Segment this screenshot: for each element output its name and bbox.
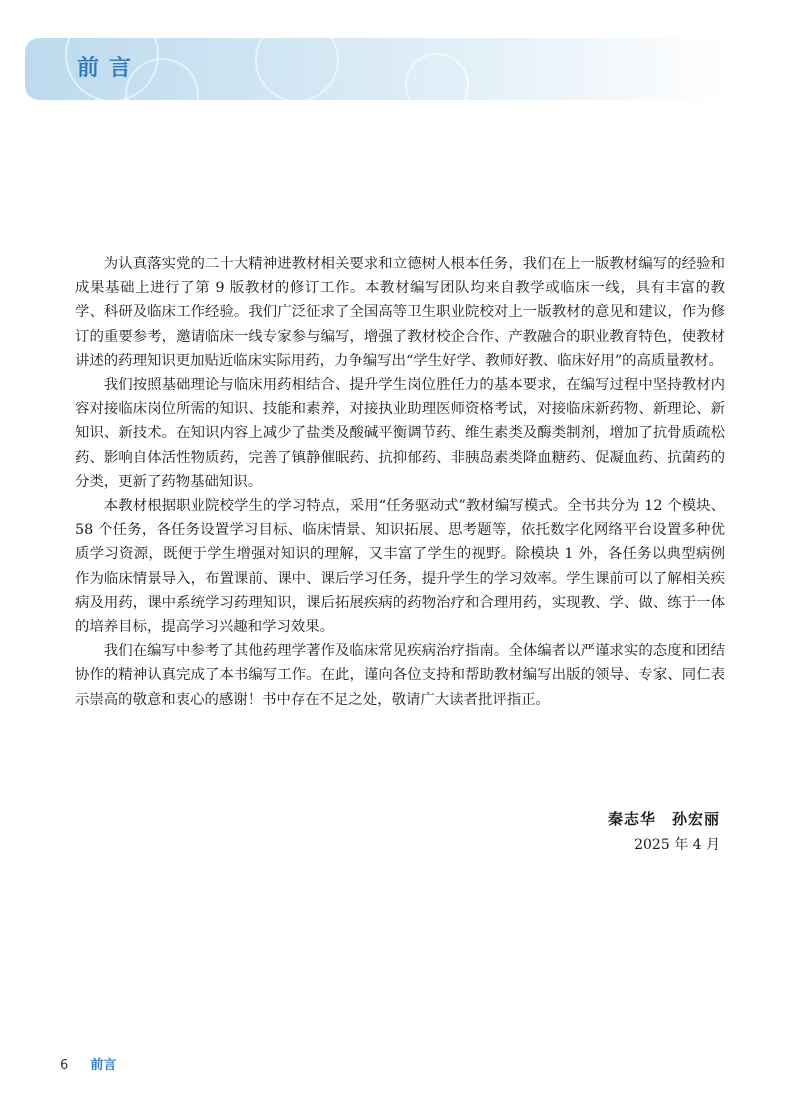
banner-swirl-decoration [255,38,339,100]
publication-date: 2025 年 4 月 [634,837,720,853]
paragraph: 我们在编写中参考了其他药理学著作及临床常见疾病治疗指南。全体编者以严谨求实的态度和团结协作的精神认真完成了本书编写工作。在此，谨向各位支持和帮助教材编写出版的领导、专家、同仁表示崇高的敬意和衷心的感谢！书中存在不足之处，敬请广大读者批评指正。 [75,643,725,708]
footer-section-title: 前言 [90,1058,117,1073]
paragraph: 本教材根据职业院校学生的学习特点，采用“任务驱动式”教材编写模式。全书共分为 12 个模块、58 个任务，各任务设置学习目标、临床情景、知识拓展、思考题等，依托数字化网络平台设置多种优质学习资源，既便于学生增强对知识的理解，又丰富了学生的视野。除模块 1 外，各任务以典型病例作为临床情景导入，布置课前、课中、课后学习任务，提升学生的学习效率。学生课前可以了解相关疾病及用药，课中系统学习药理知识，课后拓展疾病的药物治疗和合理用药，实现教、学、做、练于一体的培养目标，提高学习兴趣和学习效果。 [75,498,725,636]
page-number: 6 [60,1058,69,1073]
author-signature: 秦志华 孙宏丽 [607,810,720,828]
paragraph: 我们按照基础理论与临床用药相结合、提升学生岗位胜任力的基本要求，在编写过程中坚持教材内容对接临床岗位所需的知识、技能和素养，对接执业助理医师资格考试，对接临床新药物、新理论、新知识、新技术。在知识内容上减少了盐类及酸碱平衡调节药、维生素类及酶类制剂，增加了抗骨质疏松药、影响自体活性物质药，完善了镇静催眠药、抗抑郁药、非胰岛素类降血糖药、促凝血药、抗菌药的分类，更新了药物基础知识。 [75,377,725,490]
page-title: 前言 [77,56,142,81]
page-footer [60,1054,116,1073]
header-banner [25,38,725,100]
paragraph: 为认真落实党的二十大精神进教材相关要求和立德树人根本任务，我们在上一版教材编写的经验和成果基础上进行了第 9 版教材的修订工作。本教材编写团队均来自教学或临床一线，具有丰富的教学、科研及临床工作经验。我们广泛征求了全国高等卫生职业院校对上一版教材的意见和建议，作为修订的重要参考，邀请临床一线专家参与编写，增强了教材校企合作、产教融合的职业教育特色，使教材讲述的药理知识更加贴近临床实际用药，力争编写出“学生好学、教师好教、临床好用”的高质量教材。 [75,256,725,369]
banner-swirl-decoration [405,53,469,100]
preface-body [75,252,725,712]
